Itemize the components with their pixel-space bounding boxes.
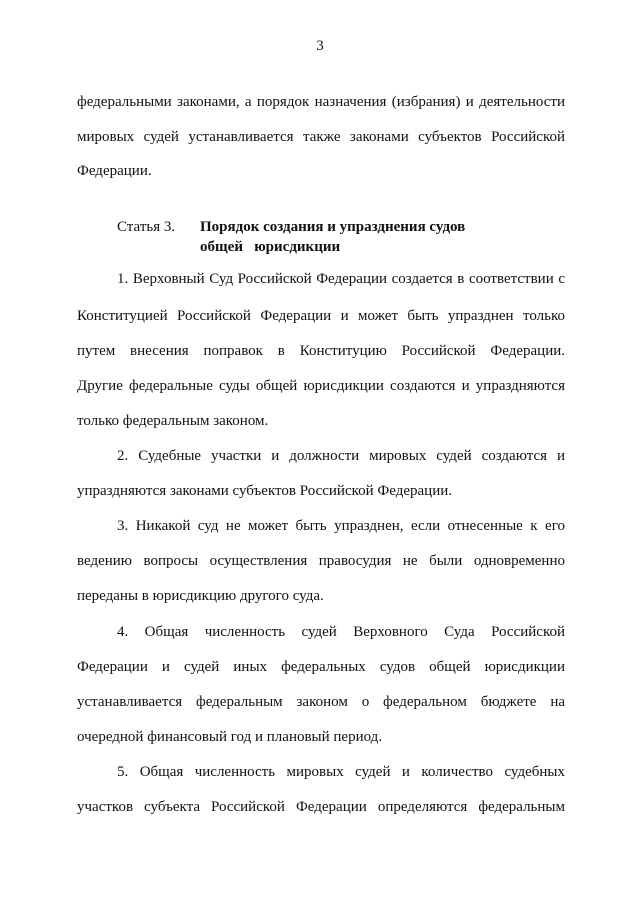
intro-line-2: мировых судей устанавливается также законами субъектов Российской [77,129,565,145]
paragraph-2-line-1: 2. Судебные участки и должности мировых судей создаются и [117,448,565,464]
paragraph-1-line-3: путем внесения поправок в Конституцию Российской Федерации. [77,343,565,359]
article-title [200,217,465,257]
paragraph-1-line-5: только федеральным законом. [77,413,269,429]
intro-line-1: федеральными законами, а порядок назначения (избрания) и деятельности [77,94,565,110]
paragraph-3-line-2: ведению вопросы осуществления правосудия не были одновременно [77,553,565,569]
paragraph-2-line-2: упраздняются законами субъектов Российской Федерации. [77,483,452,499]
article-label: Статья 3. [117,219,176,235]
intro-line-3: Федерации. [77,163,152,179]
page-number: 3 [316,38,324,54]
paragraph-5-line-1: 5. Общая численность мировых судей и количество судебных [117,764,565,780]
paragraph-4-line-1: 4. Общая численность судей Верховного Суда Российской [117,624,565,640]
paragraph-4-line-2: Федерации и судей иных федеральных судов общей юрисдикции [77,659,565,675]
paragraph-1-line-2: Конституцией Российской Федерации и может быть упразднен только [77,308,565,324]
paragraph-3-line-1: 3. Никакой суд не может быть упразднен, если отнесенные к его [117,518,565,534]
paragraph-5-line-2: участков субъекта Российской Федерации определяются федеральным [77,799,565,815]
paragraph-1-line-1: 1. Верховный Суд Российской Федерации создается в соответствии с [117,271,565,287]
paragraph-4-line-3: устанавливается федеральным законом о федеральном бюджете на [77,694,565,710]
paragraph-1-line-4: Другие федеральные суды общей юрисдикции создаются и упраздняются [77,378,565,394]
article-title-line-1: Порядок создания и упразднения судов [200,219,466,235]
paragraph-3-line-3: переданы в юрисдикцию другого суда. [77,588,324,604]
paragraph-4-line-4: очередной финансовый год и плановый период. [77,729,383,745]
article-title-line-2: общей юрисдикции [200,239,341,255]
